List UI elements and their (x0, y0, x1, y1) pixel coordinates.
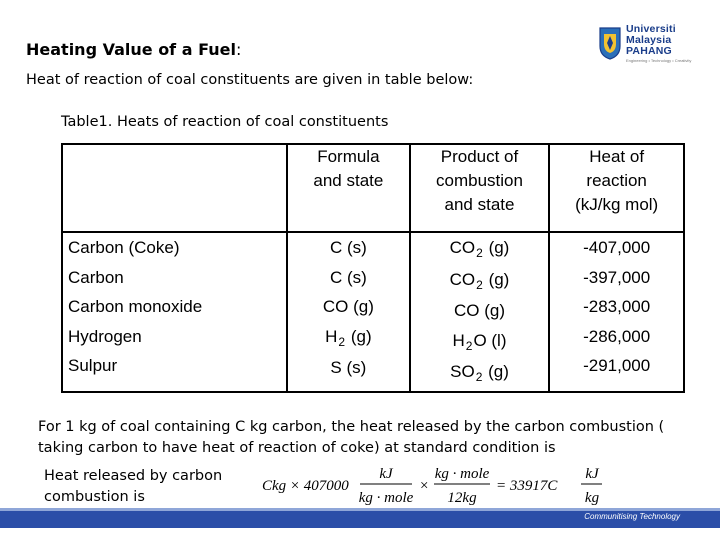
table-header-row (62, 144, 684, 232)
fraction-denominator: 12kg (447, 490, 477, 506)
footer-motto: Communitising Technology (584, 512, 680, 521)
constituent-name: Carbon monoxide (68, 297, 203, 316)
logo-tagline: Engineering • Technology • Creativity (626, 58, 692, 63)
logo-text (626, 24, 676, 57)
times-sign: × (420, 478, 429, 494)
logo-line-2: Malaysia (626, 34, 672, 46)
table-caption: Table1. Heats of reaction of coal constituents (61, 114, 389, 130)
heat-value: -283,000 (583, 297, 651, 316)
footer-bar (0, 508, 720, 528)
product-value: $CO_2$ (g) (449, 269, 510, 292)
product-value: CO (g) (454, 301, 505, 320)
header-cell-product: Product of combustion and state (410, 144, 550, 232)
constituent-name: Sulpur (68, 356, 118, 375)
product-column (410, 232, 550, 392)
formula-value: $H_2$ (g) (325, 326, 372, 349)
formula-column (287, 232, 410, 392)
equation-lead: Heat released by carbon combustion is (44, 468, 223, 505)
formula-value: C (s) (329, 267, 367, 287)
explanation-paragraph: For 1 kg of coal containing C kg carbon, the heat released by the carbon combustion ( taking carbon to have heat of reaction of coke) at standard condition is (38, 419, 665, 456)
heat-column (549, 232, 684, 392)
logo-line-1: Universiti (626, 23, 676, 35)
product-value: $H_2O$ (l) (452, 330, 507, 353)
fraction-numerator: kg · mole (434, 466, 490, 482)
formula-value: S (s) (330, 358, 367, 377)
header-cell-formula: Formula and state (287, 144, 410, 232)
logo-line-3: PAHANG (626, 45, 672, 57)
university-shield-icon (598, 26, 622, 60)
fraction-denominator: kg (584, 490, 600, 506)
product-value: $CO_2$ (g) (449, 238, 510, 260)
heat-equation (262, 460, 602, 510)
footer-strip (0, 508, 720, 511)
constituent-name: Carbon (Coke) (68, 238, 180, 257)
equation-result: = 33917C (496, 478, 558, 494)
heat-value: -397,000 (583, 267, 651, 287)
fraction-denominator: kg · mole (358, 490, 414, 506)
intro-text: Heat of reaction of coal constituents are given in table below: (26, 72, 474, 88)
heat-value: -407,000 (583, 238, 651, 257)
table-body-row (62, 232, 684, 392)
heat-value: -286,000 (583, 326, 651, 346)
formula-value: C (s) (329, 238, 367, 257)
fraction-numerator: kJ (585, 466, 599, 482)
fraction-numerator: kJ (379, 466, 393, 482)
heat-value: -291,000 (583, 356, 651, 375)
heats-table (61, 143, 685, 393)
header-cell-heat: Heat of reaction (kJ/kg mol) (549, 144, 684, 232)
constituent-name: Hydrogen (68, 326, 142, 346)
product-value: $SO_2$ (g) (450, 362, 509, 384)
constituent-column (62, 232, 287, 392)
header-cell-blank (62, 144, 287, 232)
equation-term: Ckg × 407000 (262, 478, 349, 494)
constituent-name: Carbon (68, 267, 124, 287)
university-logo (598, 22, 698, 66)
formula-value: CO (g) (322, 297, 374, 316)
page-title: Heating Value of a Fuel: (26, 40, 242, 59)
